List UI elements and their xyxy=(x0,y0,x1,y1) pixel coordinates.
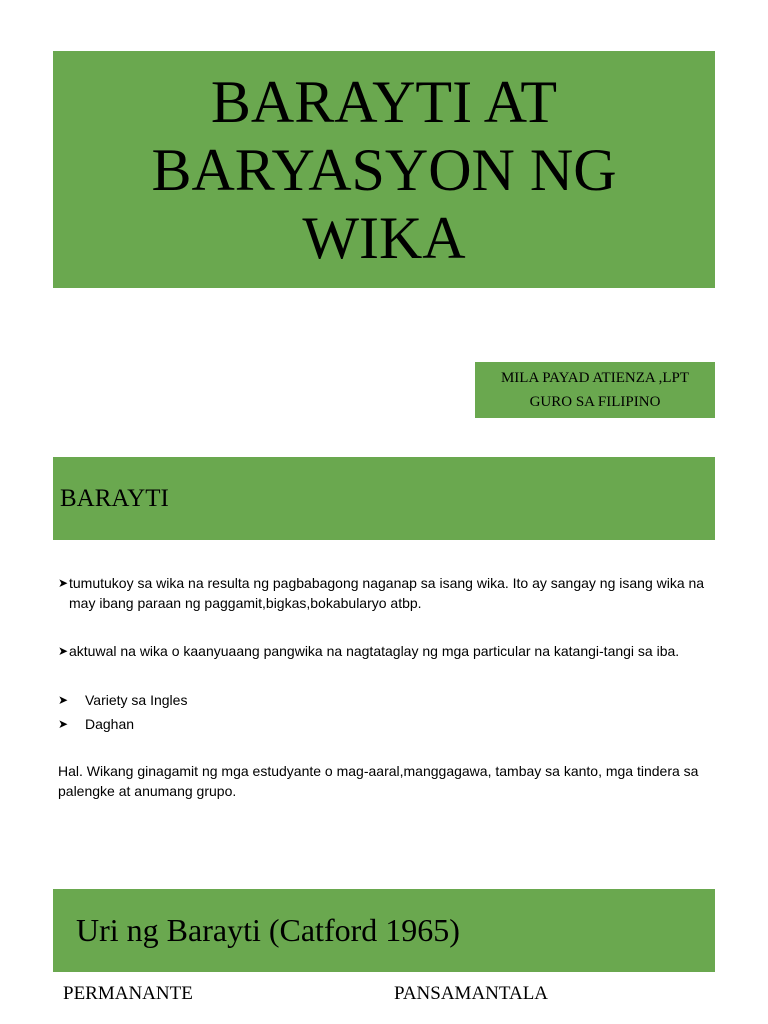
author-role: GURO SA FILIPINO xyxy=(529,394,661,410)
list-item xyxy=(58,712,718,736)
arrow-bullet-icon: ➤ xyxy=(58,644,69,658)
section-content xyxy=(58,573,718,801)
title-line-1: BARAYTI AT xyxy=(210,68,558,135)
uri-heading: Uri ng Barayti (Catford 1965) xyxy=(76,912,460,948)
bullet-text: aktuwal na wika o kaanyuaang pangwika na nagtataglay ng mga particular na katangi-tangi sa iba. xyxy=(69,643,680,659)
uri-banner xyxy=(53,889,715,972)
arrow-bullet-icon: ➤ xyxy=(58,717,69,731)
list-item xyxy=(58,688,718,712)
bullet-paragraph xyxy=(58,573,718,613)
author-name: MILA PAYAD ATIENZA ,LPT xyxy=(500,370,690,386)
title-banner xyxy=(53,51,715,288)
title-line-2: BARYASYON NG xyxy=(151,136,617,203)
arrow-bullet-icon: ➤ xyxy=(58,576,69,590)
list-item-text: Variety sa Ingles xyxy=(85,692,188,708)
author-banner xyxy=(475,362,715,418)
short-list xyxy=(58,688,718,736)
column-label-permanante: PERMANANTE xyxy=(63,983,193,1004)
section-banner xyxy=(53,457,715,540)
list-item-text: Daghan xyxy=(85,716,135,732)
arrow-bullet-icon: ➤ xyxy=(58,693,69,707)
bullet-paragraph xyxy=(58,641,718,661)
page-title xyxy=(151,68,616,272)
bullet-text: tumutukoy sa wika na resulta ng pagbabagong naganap sa isang wika. Ito ay sangay ng isang wika na may ibang paraan ng paggamit,bigkas,bokabularyo atbp. xyxy=(69,575,705,611)
section-heading: BARAYTI xyxy=(60,484,169,512)
column-label-pansamantala: PANSAMANTALA xyxy=(394,983,549,1004)
example-paragraph: Hal. Wikang ginagamit ng mga estudyante o mag-aaral,manggagawa, tambay sa kanto, mga tindera sa palengke at anumang grupo. xyxy=(58,763,699,799)
title-line-3: WIKA xyxy=(302,204,466,271)
